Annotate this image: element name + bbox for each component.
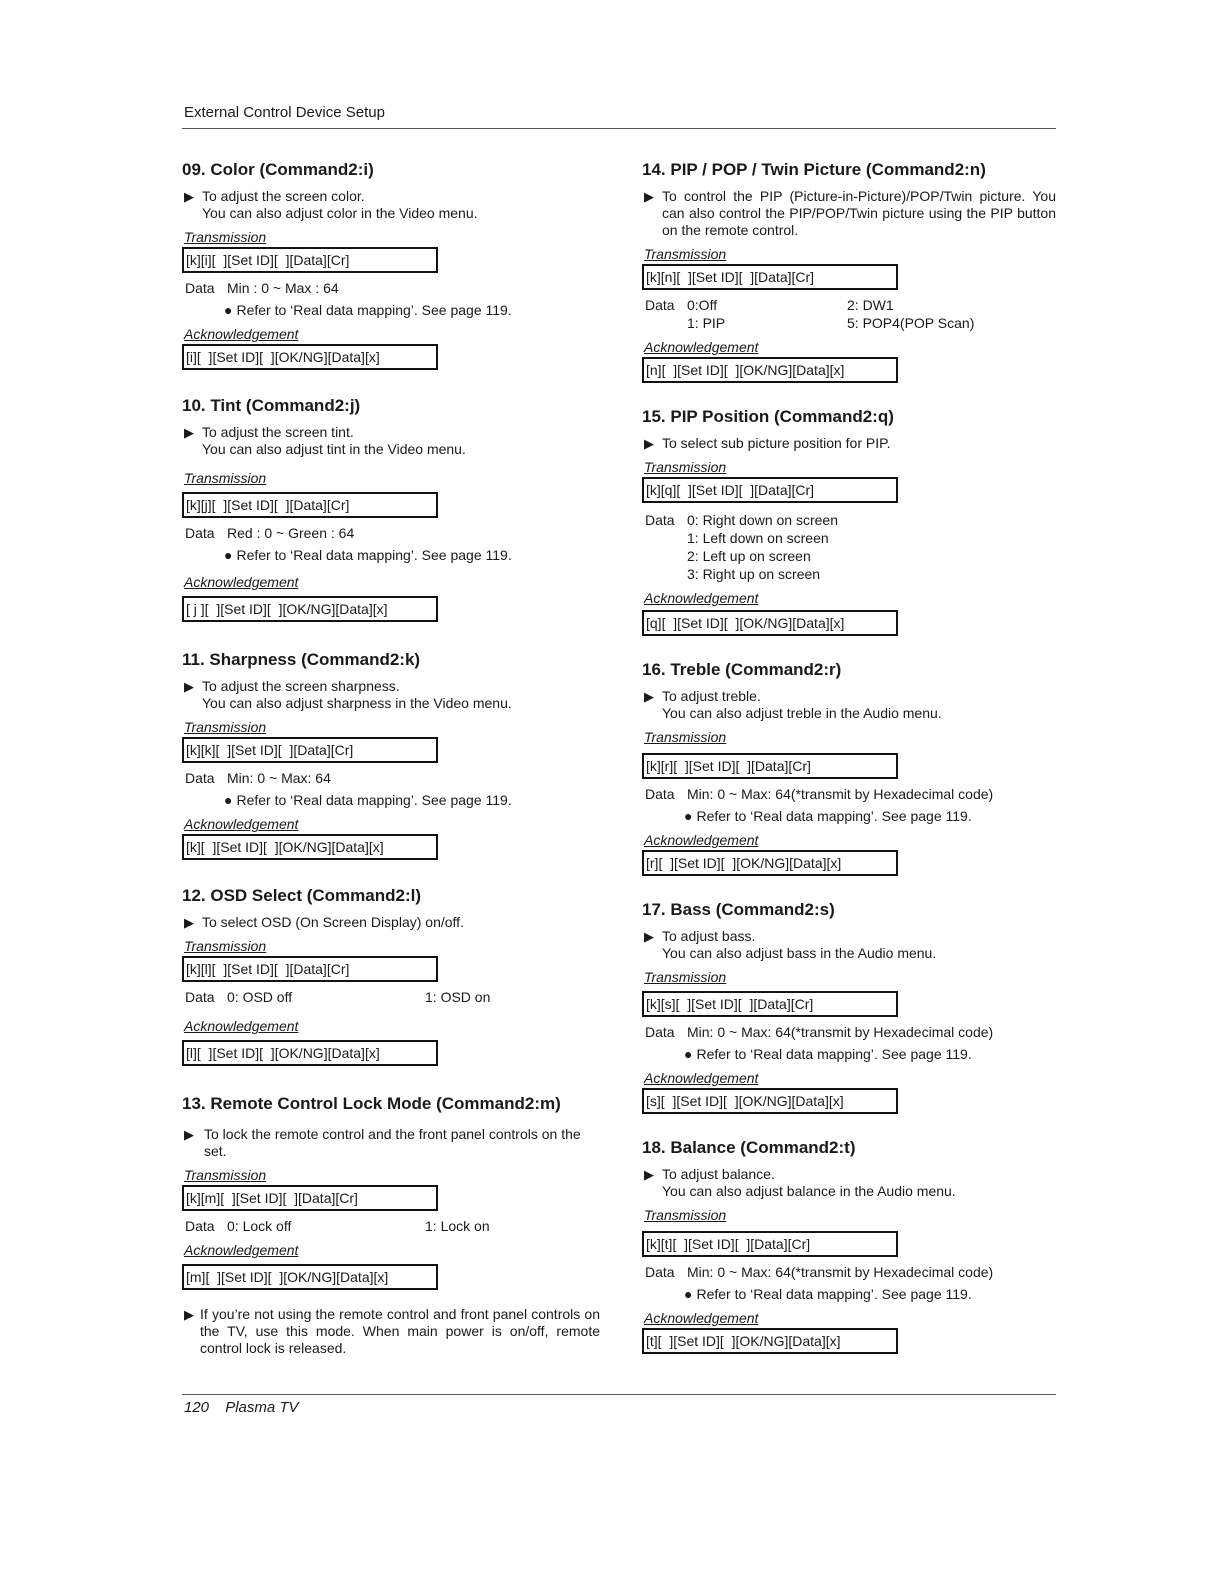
acknowledgement-label: Acknowledgement bbox=[184, 816, 299, 832]
acknowledgement-code: [k][ ][Set ID][ ][OK/NG][Data][x] bbox=[182, 834, 438, 860]
acknowledgement-label: Acknowledgement bbox=[184, 1242, 299, 1258]
acknowledgement-code: [q][ ][Set ID][ ][OK/NG][Data][x] bbox=[642, 610, 898, 636]
acknowledgement-code: [ j ][ ][Set ID][ ][OK/NG][Data][x] bbox=[182, 596, 438, 622]
data-range: Data Red : 0 ~ Green : 64 bbox=[185, 525, 355, 541]
arrow-right-icon: ▶ bbox=[184, 1307, 194, 1322]
page-number: 120 bbox=[184, 1399, 210, 1416]
bullet-icon: ● bbox=[684, 1046, 693, 1062]
page-header: External Control Device Setup bbox=[184, 104, 385, 121]
section-pip bbox=[642, 160, 1056, 383]
section-color bbox=[182, 160, 600, 370]
transmission-label: Transmission bbox=[184, 938, 267, 954]
section-title: 13. Remote Control Lock Mode (Command2:m) bbox=[182, 1094, 561, 1113]
section-description: ▶ To adjust balance. You can also adjust balance in the Audio menu. bbox=[644, 1166, 956, 1199]
section-pip-position bbox=[642, 407, 1056, 636]
transmission-label: Transmission bbox=[184, 229, 267, 245]
arrow-right-icon: ▶ bbox=[184, 915, 194, 930]
arrow-right-icon: ▶ bbox=[184, 1127, 194, 1142]
transmission-label: Transmission bbox=[644, 246, 727, 262]
bullet-icon: ● bbox=[224, 547, 233, 563]
transmission-code: [k][i][ ][Set ID][ ][Data][Cr] bbox=[182, 247, 438, 273]
data-options: Data 0: Lock off 1: Lock on bbox=[185, 1218, 490, 1234]
mapping-note: ● Refer to ‘Real data mapping’. See page 119. bbox=[224, 547, 512, 563]
acknowledgement-label: Acknowledgement bbox=[644, 832, 759, 848]
data-range: Data Min : 0 ~ Max : 64 bbox=[185, 280, 339, 296]
header-rule bbox=[182, 128, 1056, 129]
section-title: 12. OSD Select (Command2:l) bbox=[182, 886, 422, 905]
mapping-note: ● Refer to ‘Real data mapping’. See page 119. bbox=[224, 302, 512, 318]
data-options: Data 0: OSD off 1: OSD on bbox=[185, 989, 491, 1005]
arrow-right-icon: ▶ bbox=[644, 189, 654, 204]
section-osd-select bbox=[182, 886, 600, 1066]
page-footer bbox=[184, 1399, 299, 1416]
acknowledgement-label: Acknowledgement bbox=[184, 1018, 299, 1034]
transmission-label: Transmission bbox=[644, 969, 727, 985]
bullet-icon: ● bbox=[224, 792, 233, 808]
section-sharpness bbox=[182, 650, 600, 860]
transmission-code: [k][t][ ][Set ID][ ][Data][Cr] bbox=[642, 1231, 898, 1257]
acknowledgement-code: [m][ ][Set ID][ ][OK/NG][Data][x] bbox=[182, 1264, 438, 1290]
data-range: Data Min: 0 ~ Max: 64(*transmit by Hexadecimal code) bbox=[645, 1264, 994, 1280]
section-title: 15. PIP Position (Command2:q) bbox=[642, 407, 894, 426]
section-description: ▶ To select sub picture position for PIP. bbox=[644, 435, 891, 451]
acknowledgement-code: [l][ ][Set ID][ ][OK/NG][Data][x] bbox=[182, 1040, 438, 1066]
left-column bbox=[182, 160, 600, 1357]
section-title: 17. Bass (Command2:s) bbox=[642, 900, 835, 919]
arrow-right-icon: ▶ bbox=[184, 679, 194, 694]
section-description: ▶ To adjust treble. You can also adjust treble in the Audio menu. bbox=[644, 688, 942, 721]
mapping-note: ● Refer to ‘Real data mapping’. See page 119. bbox=[684, 1046, 972, 1062]
mapping-note: ● Refer to ‘Real data mapping’. See page 119. bbox=[684, 1286, 972, 1302]
transmission-code: [k][q][ ][Set ID][ ][Data][Cr] bbox=[642, 477, 898, 503]
section-title: 16. Treble (Command2:r) bbox=[642, 660, 842, 679]
section-description: ▶ To lock the remote control and the front panel controls on the set. bbox=[184, 1126, 581, 1159]
arrow-right-icon: ▶ bbox=[184, 189, 194, 204]
section-description: ▶ To control the PIP (Picture-in-Picture)/POP/Twin picture. You can also control the PIP/POP/Twin picture using the PIP button on the remote control. bbox=[644, 188, 1056, 238]
transmission-code: [k][j][ ][Set ID][ ][Data][Cr] bbox=[182, 492, 438, 518]
arrow-right-icon: ▶ bbox=[644, 1167, 654, 1182]
footer-title: Plasma TV bbox=[225, 1399, 299, 1416]
transmission-code: [k][n][ ][Set ID][ ][Data][Cr] bbox=[642, 264, 898, 290]
acknowledgement-code: [s][ ][Set ID][ ][OK/NG][Data][x] bbox=[642, 1088, 898, 1114]
acknowledgement-code: [i][ ][Set ID][ ][OK/NG][Data][x] bbox=[182, 344, 438, 370]
transmission-label: Transmission bbox=[644, 459, 727, 475]
mapping-note: ● Refer to ‘Real data mapping’. See page 119. bbox=[224, 792, 512, 808]
section-title: 10. Tint (Command2:j) bbox=[182, 396, 361, 415]
transmission-code: [k][m][ ][Set ID][ ][Data][Cr] bbox=[182, 1185, 438, 1211]
acknowledgement-code: [r][ ][Set ID][ ][OK/NG][Data][x] bbox=[642, 850, 898, 876]
acknowledgement-label: Acknowledgement bbox=[644, 1070, 759, 1086]
section-treble bbox=[642, 660, 1056, 876]
acknowledgement-label: Acknowledgement bbox=[644, 1310, 759, 1326]
section-balance bbox=[642, 1138, 1056, 1354]
transmission-label: Transmission bbox=[184, 470, 267, 486]
acknowledgement-label: Acknowledgement bbox=[644, 590, 759, 606]
acknowledgement-code: [t][ ][Set ID][ ][OK/NG][Data][x] bbox=[642, 1328, 898, 1354]
remote-lock-note: ▶ If you’re not using the remote control and front panel controls on the TV, use this mode. When main power is on/off, remote control lock is released. bbox=[184, 1306, 600, 1356]
arrow-right-icon: ▶ bbox=[644, 689, 654, 704]
transmission-code: [k][l][ ][Set ID][ ][Data][Cr] bbox=[182, 956, 438, 982]
transmission-code: [k][s][ ][Set ID][ ][Data][Cr] bbox=[642, 991, 898, 1017]
section-title: 11. Sharpness (Command2:k) bbox=[182, 650, 421, 669]
acknowledgement-label: Acknowledgement bbox=[184, 574, 299, 590]
section-bass bbox=[642, 900, 1056, 1114]
data-options: Data 0: Right down on screen 1: Left down on screen 2: Left up on screen 3: Right up on screen bbox=[645, 512, 838, 582]
arrow-right-icon: ▶ bbox=[644, 929, 654, 944]
data-range: Data Min: 0 ~ Max: 64(*transmit by Hexadecimal code) bbox=[645, 786, 994, 802]
section-description: ▶ To adjust the screen tint. You can also adjust tint in the Video menu. bbox=[184, 424, 466, 457]
acknowledgement-label: Acknowledgement bbox=[644, 339, 759, 355]
section-title: 09. Color (Command2:i) bbox=[182, 160, 374, 179]
bullet-icon: ● bbox=[684, 808, 693, 824]
data-options: Data 0:Off 2: DW1 1: PIP 5: POP4(POP Scan) bbox=[645, 297, 975, 331]
data-range: Data Min: 0 ~ Max: 64(*transmit by Hexadecimal code) bbox=[645, 1024, 994, 1040]
arrow-right-icon: ▶ bbox=[644, 436, 654, 451]
acknowledgement-label: Acknowledgement bbox=[184, 326, 299, 342]
transmission-label: Transmission bbox=[184, 1167, 267, 1183]
transmission-label: Transmission bbox=[184, 719, 267, 735]
transmission-code: [k][r][ ][Set ID][ ][Data][Cr] bbox=[642, 753, 898, 779]
transmission-code: [k][k][ ][Set ID][ ][Data][Cr] bbox=[182, 737, 438, 763]
right-column bbox=[642, 160, 1056, 1376]
arrow-right-icon: ▶ bbox=[184, 425, 194, 440]
section-title: 14. PIP / POP / Twin Picture (Command2:n) bbox=[642, 160, 986, 179]
acknowledgement-code: [n][ ][Set ID][ ][OK/NG][Data][x] bbox=[642, 357, 898, 383]
mapping-note: ● Refer to ‘Real data mapping’. See page 119. bbox=[684, 808, 972, 824]
section-description: ▶ To adjust bass. You can also adjust bass in the Audio menu. bbox=[644, 928, 937, 961]
section-title: 18. Balance (Command2:t) bbox=[642, 1138, 856, 1157]
section-description: ▶ To adjust the screen sharpness. You can also adjust sharpness in the Video menu. bbox=[184, 678, 512, 711]
footer-rule bbox=[182, 1394, 1056, 1395]
section-description: ▶ To adjust the screen color. You can also adjust color in the Video menu. bbox=[184, 188, 478, 221]
transmission-label: Transmission bbox=[644, 1207, 727, 1223]
section-remote-lock bbox=[182, 1094, 600, 1290]
bullet-icon: ● bbox=[224, 302, 233, 318]
bullet-icon: ● bbox=[684, 1286, 693, 1302]
transmission-label: Transmission bbox=[644, 729, 727, 745]
data-range: Data Min: 0 ~ Max: 64 bbox=[185, 770, 331, 786]
section-tint bbox=[182, 396, 600, 622]
section-description: ▶ To select OSD (On Screen Display) on/off. bbox=[184, 914, 464, 930]
